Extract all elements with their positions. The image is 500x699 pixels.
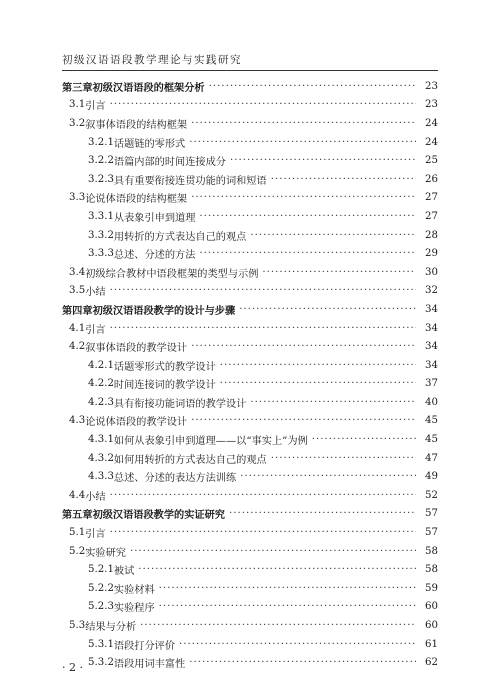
running-header: 初级汉语语段教学理论与实践研究 bbox=[62, 54, 242, 66]
toc-entry-title: 话题链的零形式 bbox=[113, 138, 186, 150]
toc-entry bbox=[62, 151, 438, 170]
toc-entry-title: 引言 bbox=[85, 101, 106, 113]
dot-leader bbox=[250, 230, 416, 241]
toc-entry-title: 初级汉语语段教学的实证研究 bbox=[92, 509, 225, 522]
toc-entry bbox=[62, 542, 438, 561]
dot-leader bbox=[110, 323, 416, 334]
toc-entry-title: 引言 bbox=[85, 529, 106, 541]
toc-entry-page: 25 bbox=[425, 155, 438, 167]
dot-leader bbox=[110, 285, 416, 296]
toc-entry bbox=[62, 449, 438, 468]
toc-entry-page: 24 bbox=[425, 117, 438, 129]
dot-leader bbox=[229, 508, 416, 519]
toc-entry-number: 3.2.2 bbox=[88, 155, 114, 167]
toc-entry-page: 30 bbox=[425, 266, 438, 278]
toc-entry bbox=[62, 244, 438, 263]
dot-leader bbox=[191, 415, 416, 426]
dot-leader bbox=[138, 564, 416, 575]
toc-entry bbox=[62, 133, 438, 152]
toc-entry-title: 总述、分述的表达方法训练 bbox=[113, 473, 237, 485]
toc-entry-number: 4.2.1 bbox=[88, 359, 114, 371]
toc-entry-title: 小结 bbox=[85, 287, 106, 299]
toc-entry-number: 第三章 bbox=[62, 81, 93, 94]
toc-entry-title: 具有衔接功能词语的教学设计 bbox=[113, 398, 247, 410]
toc-entry-number: 5.3 bbox=[69, 620, 86, 632]
toc-entry-title: 论说体语段的教学设计 bbox=[85, 417, 188, 429]
toc-entry-number: 3.2.1 bbox=[88, 136, 114, 148]
dot-leader bbox=[110, 99, 416, 110]
toc-entry-number: 5.3.1 bbox=[88, 638, 114, 650]
toc-entry-page: 57 bbox=[425, 508, 438, 520]
toc-entry bbox=[62, 616, 438, 635]
toc-entry-title: 如何从表象引申到道理——以“事实上”为例 bbox=[113, 436, 308, 448]
toc-entry-number: 4.1 bbox=[69, 322, 86, 334]
toc-entry-page: 58 bbox=[425, 545, 438, 557]
dot-leader bbox=[191, 118, 416, 129]
toc-entry-title: 引言 bbox=[85, 324, 106, 336]
dot-leader bbox=[191, 341, 416, 352]
toc-entry-number: 5.2.3 bbox=[88, 601, 114, 613]
toc-entry-page: 60 bbox=[425, 620, 438, 632]
toc-entry-title: 用转折的方式表达自己的观点 bbox=[113, 231, 247, 243]
toc-entry-number: 3.4 bbox=[69, 266, 86, 278]
toc-entry bbox=[62, 319, 438, 338]
toc-entry-number: 5.2 bbox=[69, 545, 86, 557]
toc-entry-page: 34 bbox=[425, 341, 438, 353]
toc-entry bbox=[62, 560, 438, 579]
toc-chapter-entry bbox=[62, 505, 438, 524]
toc-entry-number: 3.2 bbox=[69, 117, 86, 129]
toc-entry-page: 52 bbox=[425, 489, 438, 501]
dot-leader bbox=[220, 378, 416, 389]
toc-entry bbox=[62, 96, 438, 115]
toc-entry-page: 37 bbox=[425, 378, 438, 390]
toc-entry-page: 27 bbox=[425, 192, 438, 204]
toc-entry-title: 实验程序 bbox=[113, 603, 155, 615]
dot-leader bbox=[130, 546, 416, 557]
toc-entry-title: 语篇内部的时间连接成分 bbox=[113, 157, 226, 169]
toc-entry-page: 23 bbox=[425, 99, 438, 111]
toc-entry-number: 3.3 bbox=[69, 192, 86, 204]
toc-entry-title: 论说体语段的结构框架 bbox=[85, 194, 188, 206]
table-of-contents bbox=[62, 77, 438, 672]
dot-leader bbox=[159, 583, 416, 594]
toc-entry-page: 60 bbox=[425, 601, 438, 613]
toc-entry-number: 3.1 bbox=[69, 99, 86, 111]
toc-entry bbox=[62, 263, 438, 282]
toc-entry-number: 第五章 bbox=[62, 509, 93, 522]
toc-entry-number: 4.2.2 bbox=[88, 378, 114, 390]
toc-entry-number: 3.3.3 bbox=[88, 248, 114, 260]
toc-entry-page: 40 bbox=[425, 396, 438, 408]
dot-leader bbox=[230, 155, 416, 166]
toc-entry-number: 4.3 bbox=[69, 415, 86, 427]
toc-entry-number: 4.2.3 bbox=[88, 396, 114, 408]
toc-entry-page: 45 bbox=[425, 434, 438, 446]
dot-leader bbox=[271, 174, 416, 185]
toc-entry-page: 45 bbox=[425, 415, 438, 427]
dot-leader bbox=[271, 453, 416, 464]
dot-leader bbox=[159, 601, 416, 612]
toc-entry-title: 小结 bbox=[85, 491, 106, 503]
toc-entry-title: 实验材料 bbox=[113, 584, 155, 596]
toc-entry bbox=[62, 393, 438, 412]
toc-entry bbox=[62, 412, 438, 431]
toc-entry-title: 实验研究 bbox=[85, 547, 126, 559]
toc-entry bbox=[62, 598, 438, 617]
toc-entry-title: 总述、分述的方法 bbox=[113, 250, 196, 262]
dot-leader bbox=[262, 267, 416, 278]
toc-entry bbox=[62, 486, 438, 505]
toc-entry-page: 57 bbox=[425, 527, 438, 539]
toc-entry bbox=[62, 170, 438, 189]
toc-entry-number: 3.2.3 bbox=[88, 173, 114, 185]
toc-entry bbox=[62, 523, 438, 542]
dot-leader bbox=[199, 248, 416, 259]
toc-entry-number: 第四章 bbox=[62, 304, 93, 317]
toc-chapter-entry bbox=[62, 77, 438, 96]
toc-entry-title: 结果与分析 bbox=[85, 622, 137, 634]
toc-entry-page: 59 bbox=[425, 582, 438, 594]
dot-leader bbox=[240, 471, 416, 482]
toc-entry-title: 语段用词丰富性 bbox=[113, 659, 186, 671]
dot-leader bbox=[250, 397, 416, 408]
toc-entry-number: 4.4 bbox=[69, 489, 86, 501]
toc-entry bbox=[62, 207, 438, 226]
toc-chapter-entry bbox=[62, 300, 438, 319]
toc-entry-page: 58 bbox=[425, 564, 438, 576]
toc-entry bbox=[62, 282, 438, 301]
toc-entry-title: 从表象引申到道理 bbox=[113, 212, 196, 224]
toc-entry-number: 3.3.1 bbox=[88, 210, 114, 222]
dot-leader bbox=[239, 304, 416, 315]
toc-entry-title: 初级汉语语段教学的设计与步骤 bbox=[92, 304, 236, 317]
toc-entry-page: 23 bbox=[425, 80, 438, 92]
dot-leader bbox=[189, 657, 416, 668]
toc-entry-title: 时间连接词的教学设计 bbox=[113, 380, 216, 392]
toc-entry-number: 3.5 bbox=[69, 285, 86, 297]
dot-leader bbox=[110, 527, 416, 538]
toc-entry-page: 27 bbox=[425, 210, 438, 222]
toc-entry-title: 被试 bbox=[113, 566, 135, 578]
toc-entry bbox=[62, 226, 438, 245]
toc-entry-title: 初级综合教材中语段框架的类型与示例 bbox=[85, 268, 259, 280]
toc-entry-title: 语段打分评价 bbox=[113, 640, 176, 652]
toc-entry-title: 叙事体语段的结构框架 bbox=[85, 119, 188, 131]
page-number: · 2 · bbox=[62, 661, 83, 674]
toc-entry-title: 话题零形式的教学设计 bbox=[113, 361, 216, 373]
toc-entry-number: 5.1 bbox=[69, 527, 86, 539]
dot-leader bbox=[179, 639, 416, 650]
toc-entry bbox=[62, 467, 438, 486]
toc-entry-page: 34 bbox=[425, 303, 438, 315]
toc-entry bbox=[62, 375, 438, 394]
toc-entry-page: 62 bbox=[425, 657, 438, 669]
toc-entry-page: 26 bbox=[425, 173, 438, 185]
toc-entry-number: 4.3.1 bbox=[88, 434, 114, 446]
toc-entry-number: 4.3.2 bbox=[88, 452, 114, 464]
toc-entry-number: 4.2 bbox=[69, 341, 86, 353]
toc-entry-page: 61 bbox=[425, 638, 438, 650]
toc-entry-number: 4.3.3 bbox=[88, 471, 114, 483]
header-rule bbox=[62, 70, 438, 71]
toc-entry bbox=[62, 635, 438, 654]
dot-leader bbox=[189, 137, 416, 148]
toc-entry-page: 34 bbox=[425, 359, 438, 371]
toc-entry-number: 3.3.2 bbox=[88, 229, 114, 241]
toc-entry-number: 5.2.2 bbox=[88, 582, 114, 594]
toc-entry-page: 32 bbox=[425, 285, 438, 297]
dot-leader bbox=[220, 360, 416, 371]
toc-entry bbox=[62, 337, 438, 356]
dot-leader bbox=[110, 490, 416, 501]
toc-entry-page: 49 bbox=[425, 471, 438, 483]
dot-leader bbox=[312, 434, 416, 445]
dot-leader bbox=[199, 211, 416, 222]
dot-leader bbox=[191, 192, 416, 203]
toc-entry-title: 初级汉语语段的框架分析 bbox=[92, 81, 205, 94]
toc-entry bbox=[62, 579, 438, 598]
toc-entry-page: 29 bbox=[425, 248, 438, 260]
toc-entry bbox=[62, 189, 438, 208]
toc-entry-page: 28 bbox=[425, 229, 438, 241]
toc-entry-page: 34 bbox=[425, 322, 438, 334]
toc-entry-title: 叙事体语段的教学设计 bbox=[85, 343, 188, 355]
toc-entry bbox=[62, 114, 438, 133]
dot-leader bbox=[209, 81, 416, 92]
toc-entry-page: 47 bbox=[425, 452, 438, 464]
toc-entry-title: 具有重要衔接连贯功能的词和短语 bbox=[113, 175, 267, 187]
dot-leader bbox=[140, 620, 416, 631]
toc-entry-number: 5.2.1 bbox=[88, 564, 114, 576]
toc-entry bbox=[62, 653, 438, 672]
toc-entry-number: 5.3.2 bbox=[88, 657, 114, 669]
toc-entry bbox=[62, 430, 438, 449]
toc-entry bbox=[62, 356, 438, 375]
toc-entry-title: 如何用转折的方式表达自己的观点 bbox=[113, 454, 267, 466]
toc-entry-page: 24 bbox=[425, 136, 438, 148]
